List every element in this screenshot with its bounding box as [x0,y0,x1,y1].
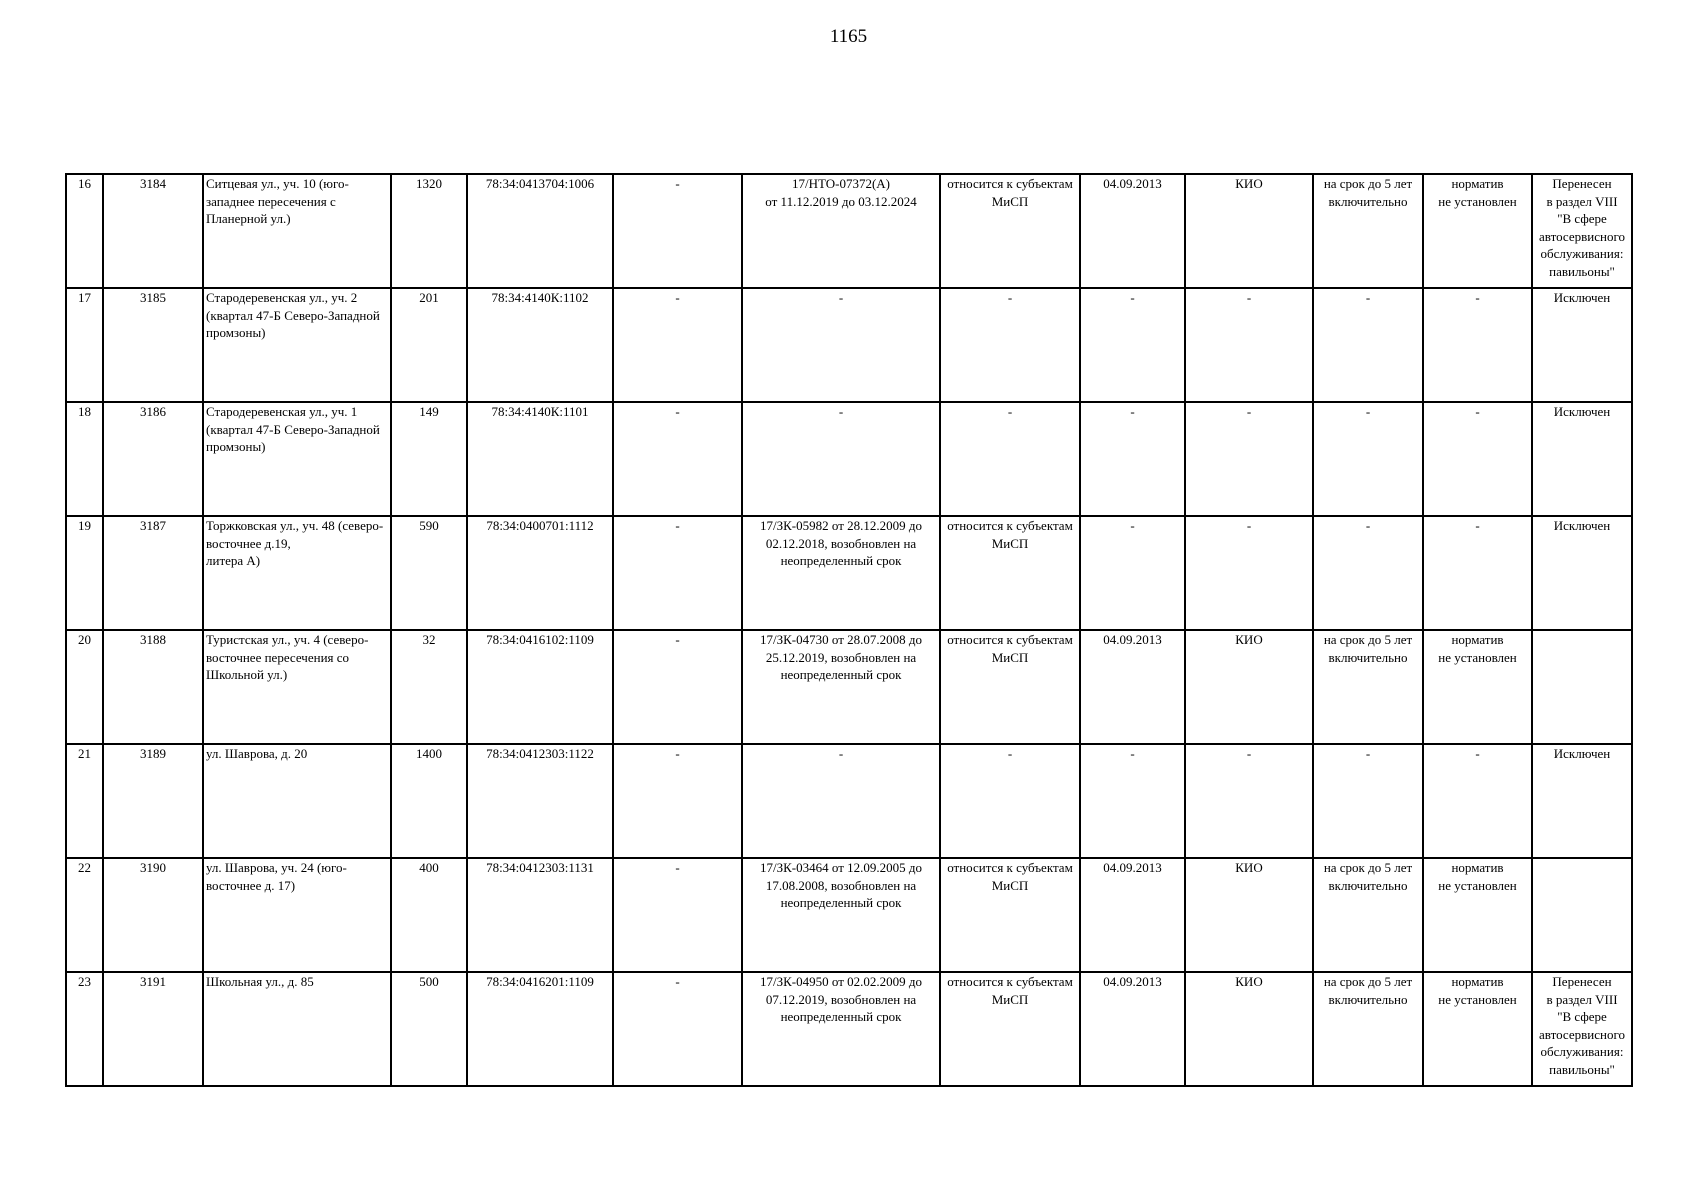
address-line: промзоны) [206,439,266,454]
contract-cell [742,288,940,402]
area-cell: 1320 [391,174,467,288]
col6-cell: - [613,858,742,972]
address-line: (квартал 47-Б Северо-Западной [206,307,380,323]
norm-line: не установлен [1438,991,1517,1007]
note-line: автосервисного [1539,228,1625,244]
note-cell [1532,402,1632,516]
date-cell: - [1080,288,1185,402]
norm-line: норматив [1451,176,1504,191]
address-line: ул. Шаврова, д. 20 [206,746,308,761]
subject-cell [940,402,1080,516]
date-cell: 04.09.2013 [1080,972,1185,1086]
contract-line: 17/ЗК-05982 от 28.12.2009 до [760,518,922,533]
subject-cell [940,288,1080,402]
area-cell: 590 [391,516,467,630]
term-cell [1313,402,1423,516]
area-cell: 500 [391,972,467,1086]
norm-cell [1423,288,1532,402]
address-line: Школьная ул., д. 85 [206,974,314,989]
subject-cell [940,174,1080,288]
note-cell [1532,630,1632,744]
address-line: восточнее пересечения со [206,649,350,665]
row-number-cell: 17 [66,288,103,402]
contract-line: 02.12.2018, возобновлен на [765,535,917,551]
contract-line: неопределенный срок [780,1009,902,1024]
table-row [66,174,1632,288]
address-line: промзоны) [206,325,266,340]
subject-line: относится к субъектам [947,860,1073,875]
note-cell [1532,858,1632,972]
cadastral-number-cell: 78:34:0412303:1131 [467,858,613,972]
organization-cell: - [1185,744,1313,858]
contract-cell [742,972,940,1086]
norm-line: норматив [1451,632,1504,647]
subject-line: относится к субъектам [947,176,1073,191]
organization-cell: - [1185,288,1313,402]
norm-line: норматив [1451,974,1504,989]
page-number: 1165 [829,26,868,47]
date-cell: 04.09.2013 [1080,630,1185,744]
object-id-cell: 3189 [103,744,203,858]
norm-line: не установлен [1438,193,1517,209]
note-line: павильоны" [1549,263,1615,279]
object-id-cell: 3186 [103,402,203,516]
subject-cell [940,972,1080,1086]
col6-cell: - [613,744,742,858]
norm-line: - [1475,518,1480,533]
norm-line: норматив [1451,860,1504,875]
organization-cell: КИО [1185,858,1313,972]
col6-cell: - [613,402,742,516]
table-row [66,288,1632,402]
table-row [66,744,1632,858]
object-id-cell: 3184 [103,174,203,288]
contract-line: 17/ЗК-03464 от 12.09.2005 до [760,860,922,875]
term-cell [1313,858,1423,972]
note-line: Исключен [1553,290,1611,305]
date-cell: 04.09.2013 [1080,858,1185,972]
contract-line: 17/ЗК-04950 от 02.02.2009 до [760,974,922,989]
cadastral-number-cell: 78:34:0412303:1122 [467,744,613,858]
subject-cell [940,516,1080,630]
term-cell [1313,744,1423,858]
note-line: в раздел VIII [1546,991,1618,1007]
row-number-cell: 20 [66,630,103,744]
norm-line: - [1475,290,1480,305]
term-cell [1313,174,1423,288]
subject-line: - [1007,404,1013,419]
date-cell: - [1080,516,1185,630]
note-line: павильоны" [1549,1061,1615,1077]
contract-line: - [838,404,844,419]
term-line: на срок до 5 лет [1323,632,1413,647]
row-number-cell: 21 [66,744,103,858]
date-cell: - [1080,402,1185,516]
col6-cell: - [613,174,742,288]
contract-line: 17/НТО-07372(А) [791,176,891,191]
contract-cell [742,858,940,972]
organization-cell: КИО [1185,630,1313,744]
contract-cell [742,174,940,288]
norm-cell [1423,972,1532,1086]
subject-line: МиСП [991,877,1029,893]
subject-cell [940,858,1080,972]
cadastral-number-cell: 78:34:0413704:1006 [467,174,613,288]
address-line: восточнее д.19, [206,535,291,551]
term-line: включительно [1328,649,1408,665]
norm-line: - [1475,746,1480,761]
address-cell [203,402,391,516]
organization-cell: - [1185,402,1313,516]
organization-cell: КИО [1185,174,1313,288]
contract-line: неопределенный срок [780,553,902,568]
note-line: в раздел VIII [1546,193,1618,209]
subject-line: относится к субъектам [947,974,1073,989]
note-cell [1532,516,1632,630]
note-line: автосервисного [1539,1026,1625,1042]
term-line: - [1365,746,1371,761]
object-id-cell: 3185 [103,288,203,402]
contract-cell [742,516,940,630]
address-cell [203,972,391,1086]
term-line: на срок до 5 лет [1323,176,1413,191]
subject-cell [940,744,1080,858]
term-line: включительно [1328,877,1408,893]
cadastral-number-cell: 78:34:4140К:1102 [467,288,613,402]
note-line: Исключен [1553,518,1611,533]
contract-cell [742,630,940,744]
norm-cell [1423,858,1532,972]
address-line: литера А) [206,553,261,568]
note-line: Перенесен [1552,974,1612,989]
address-line: Стародеревенская ул., уч. 2 [206,290,358,305]
address-cell [203,630,391,744]
term-line: - [1365,404,1371,419]
address-cell [203,858,391,972]
address-cell [203,288,391,402]
table-row [66,630,1632,744]
address-line: ул. Шаврова, уч. 24 (юго- [206,860,347,875]
col6-cell: - [613,288,742,402]
subject-line: относится к субъектам [947,518,1073,533]
contract-line: 17.08.2008, возобновлен на [765,877,917,893]
date-cell: - [1080,744,1185,858]
contract-line: - [838,746,844,761]
subject-line: - [1007,746,1013,761]
col6-cell: - [613,516,742,630]
norm-cell [1423,630,1532,744]
date-cell: 04.09.2013 [1080,174,1185,288]
table-row [66,516,1632,630]
note-line: Исключен [1553,746,1611,761]
address-line: Планерной ул.) [206,211,291,226]
term-line: - [1365,518,1371,533]
subject-line: МиСП [991,991,1029,1007]
subject-cell [940,630,1080,744]
table-row [66,972,1632,1086]
norm-line: не установлен [1438,649,1517,665]
cadastral-number-cell: 78:34:0400701:1112 [467,516,613,630]
subject-line: МиСП [991,649,1029,665]
area-cell: 32 [391,630,467,744]
subject-line: МиСП [991,535,1029,551]
area-cell: 400 [391,858,467,972]
norm-line: не установлен [1438,877,1517,893]
address-line: Торжковская ул., уч. 48 (северо- [206,518,384,533]
address-cell [203,516,391,630]
term-line: на срок до 5 лет [1323,974,1413,989]
object-id-cell: 3190 [103,858,203,972]
cadastral-number-cell: 78:34:4140К:1101 [467,402,613,516]
norm-cell [1423,516,1532,630]
term-cell [1313,972,1423,1086]
norm-cell [1423,402,1532,516]
term-cell [1313,516,1423,630]
object-id-cell: 3188 [103,630,203,744]
note-cell [1532,288,1632,402]
cadastral-number-cell: 78:34:0416102:1109 [467,630,613,744]
address-line: восточнее д. 17) [206,877,296,893]
address-cell [203,174,391,288]
address-cell [203,744,391,858]
subject-line: - [1007,290,1013,305]
col6-cell: - [613,972,742,1086]
row-number-cell: 23 [66,972,103,1086]
registry-table [65,173,1633,1087]
note-line: обслуживания: [1540,246,1624,261]
contract-line: неопределенный срок [780,895,902,910]
address-line: Ситцевая ул., уч. 10 (юго- [206,176,349,191]
row-number-cell: 19 [66,516,103,630]
subject-line: относится к субъектам [947,632,1073,647]
note-cell [1532,744,1632,858]
area-cell: 149 [391,402,467,516]
contract-line: неопределенный срок [780,667,902,682]
object-id-cell: 3191 [103,972,203,1086]
contract-line: 07.12.2019, возобновлен на [765,991,917,1007]
contract-line: 25.12.2019, возобновлен на [765,649,917,665]
organization-cell: КИО [1185,972,1313,1086]
note-cell [1532,972,1632,1086]
subject-line: МиСП [991,193,1029,209]
area-cell: 201 [391,288,467,402]
term-cell [1313,288,1423,402]
cadastral-number-cell: 78:34:0416201:1109 [467,972,613,1086]
col6-cell: - [613,630,742,744]
note-line: Перенесен [1552,176,1612,191]
term-cell [1313,630,1423,744]
contract-cell [742,744,940,858]
address-line: (квартал 47-Б Северо-Западной [206,421,380,437]
norm-cell [1423,174,1532,288]
contract-line: 17/ЗК-04730 от 28.07.2008 до [760,632,922,647]
address-line: Стародеревенская ул., уч. 1 [206,404,358,419]
row-number-cell: 18 [66,402,103,516]
address-line: Туристская ул., уч. 4 (северо- [206,632,369,647]
table-row [66,402,1632,516]
contract-line: - [838,290,844,305]
note-line: "В сфере [1557,1009,1607,1024]
norm-line: - [1475,404,1480,419]
row-number-cell: 16 [66,174,103,288]
note-line: "В сфере [1557,211,1607,226]
term-line: на срок до 5 лет [1323,860,1413,875]
term-line: - [1365,290,1371,305]
note-cell [1532,174,1632,288]
object-id-cell: 3187 [103,516,203,630]
norm-cell [1423,744,1532,858]
organization-cell: - [1185,516,1313,630]
note-line: обслуживания: [1540,1044,1624,1059]
contract-line: от 11.12.2019 до 03.12.2024 [765,193,917,209]
address-line: Школьной ул.) [206,667,288,682]
area-cell: 1400 [391,744,467,858]
term-line: включительно [1328,193,1408,209]
address-line: западнее пересечения с [206,193,336,209]
note-line: Исключен [1553,404,1611,419]
contract-cell [742,402,940,516]
row-number-cell: 22 [66,858,103,972]
table-row [66,858,1632,972]
term-line: включительно [1328,991,1408,1007]
